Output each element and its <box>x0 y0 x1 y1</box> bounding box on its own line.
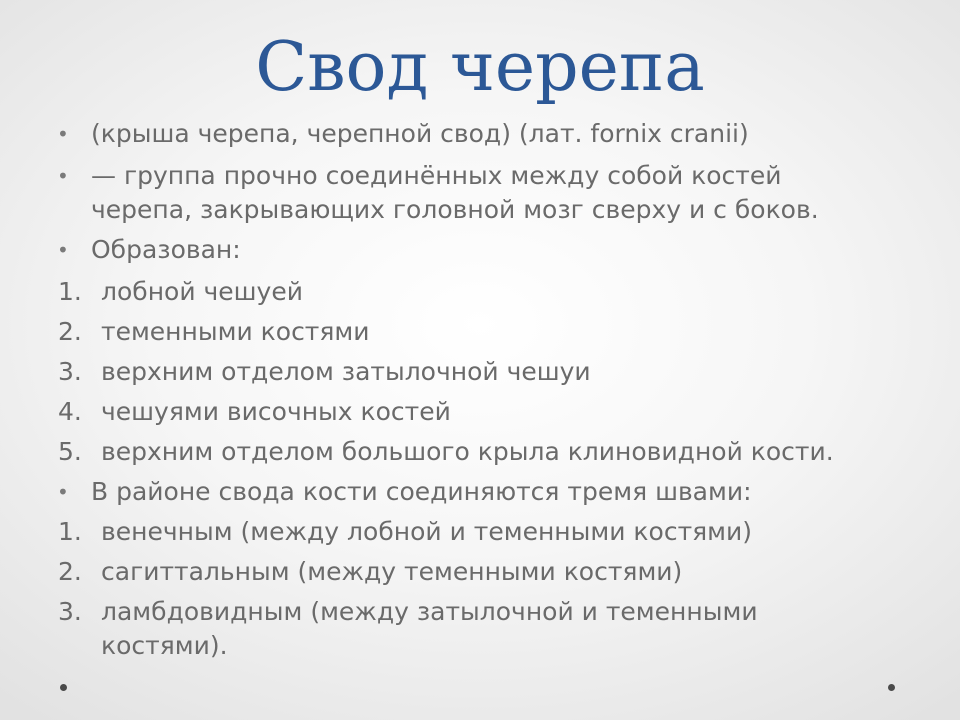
item-number: 3. <box>58 357 82 386</box>
item-number: 5. <box>58 437 82 466</box>
item-number: 2. <box>58 557 82 586</box>
bullet-marker: • <box>57 122 69 146</box>
slide-content <box>0 117 960 717</box>
item-text: верхним отделом большого крыла клиновидной кости. <box>101 437 834 466</box>
item-text: чешуями височных костей <box>101 397 451 426</box>
slide-corner-dot <box>60 684 67 691</box>
item-number: 2. <box>58 317 82 346</box>
bullet-text: черепа, закрывающих головной мозг сверху и с боков. <box>91 195 819 224</box>
item-number: 3. <box>58 597 82 626</box>
bullet-text: В районе свода кости соединяются тремя швами: <box>91 477 752 506</box>
slide-corner-dot <box>888 684 895 691</box>
item-text: теменными костями <box>101 317 370 346</box>
bullet-marker: • <box>57 238 69 262</box>
item-number: 1. <box>58 277 82 306</box>
item-text: лобной чешуей <box>101 277 303 306</box>
bullet-text: (крыша черепа, черепной свод) (лат. fornix cranii) <box>91 119 749 148</box>
item-number: 4. <box>58 397 82 426</box>
item-text: венечным (между лобной и теменными костями) <box>101 517 753 546</box>
item-number: 1. <box>58 517 82 546</box>
item-text: верхним отделом затылочной чешуи <box>101 357 591 386</box>
bullet-marker: • <box>57 480 69 504</box>
slide-title: Свод черепа <box>255 28 705 107</box>
bullet-text: Образован: <box>91 235 241 264</box>
item-text: костями). <box>101 631 228 660</box>
bullet-text: — группа прочно соединённых между собой костей <box>91 161 782 190</box>
item-text: сагиттальным (между теменными костями) <box>101 557 683 586</box>
item-text: ламбдовидным (между затылочной и теменными <box>101 597 758 626</box>
bullet-marker: • <box>57 164 69 188</box>
